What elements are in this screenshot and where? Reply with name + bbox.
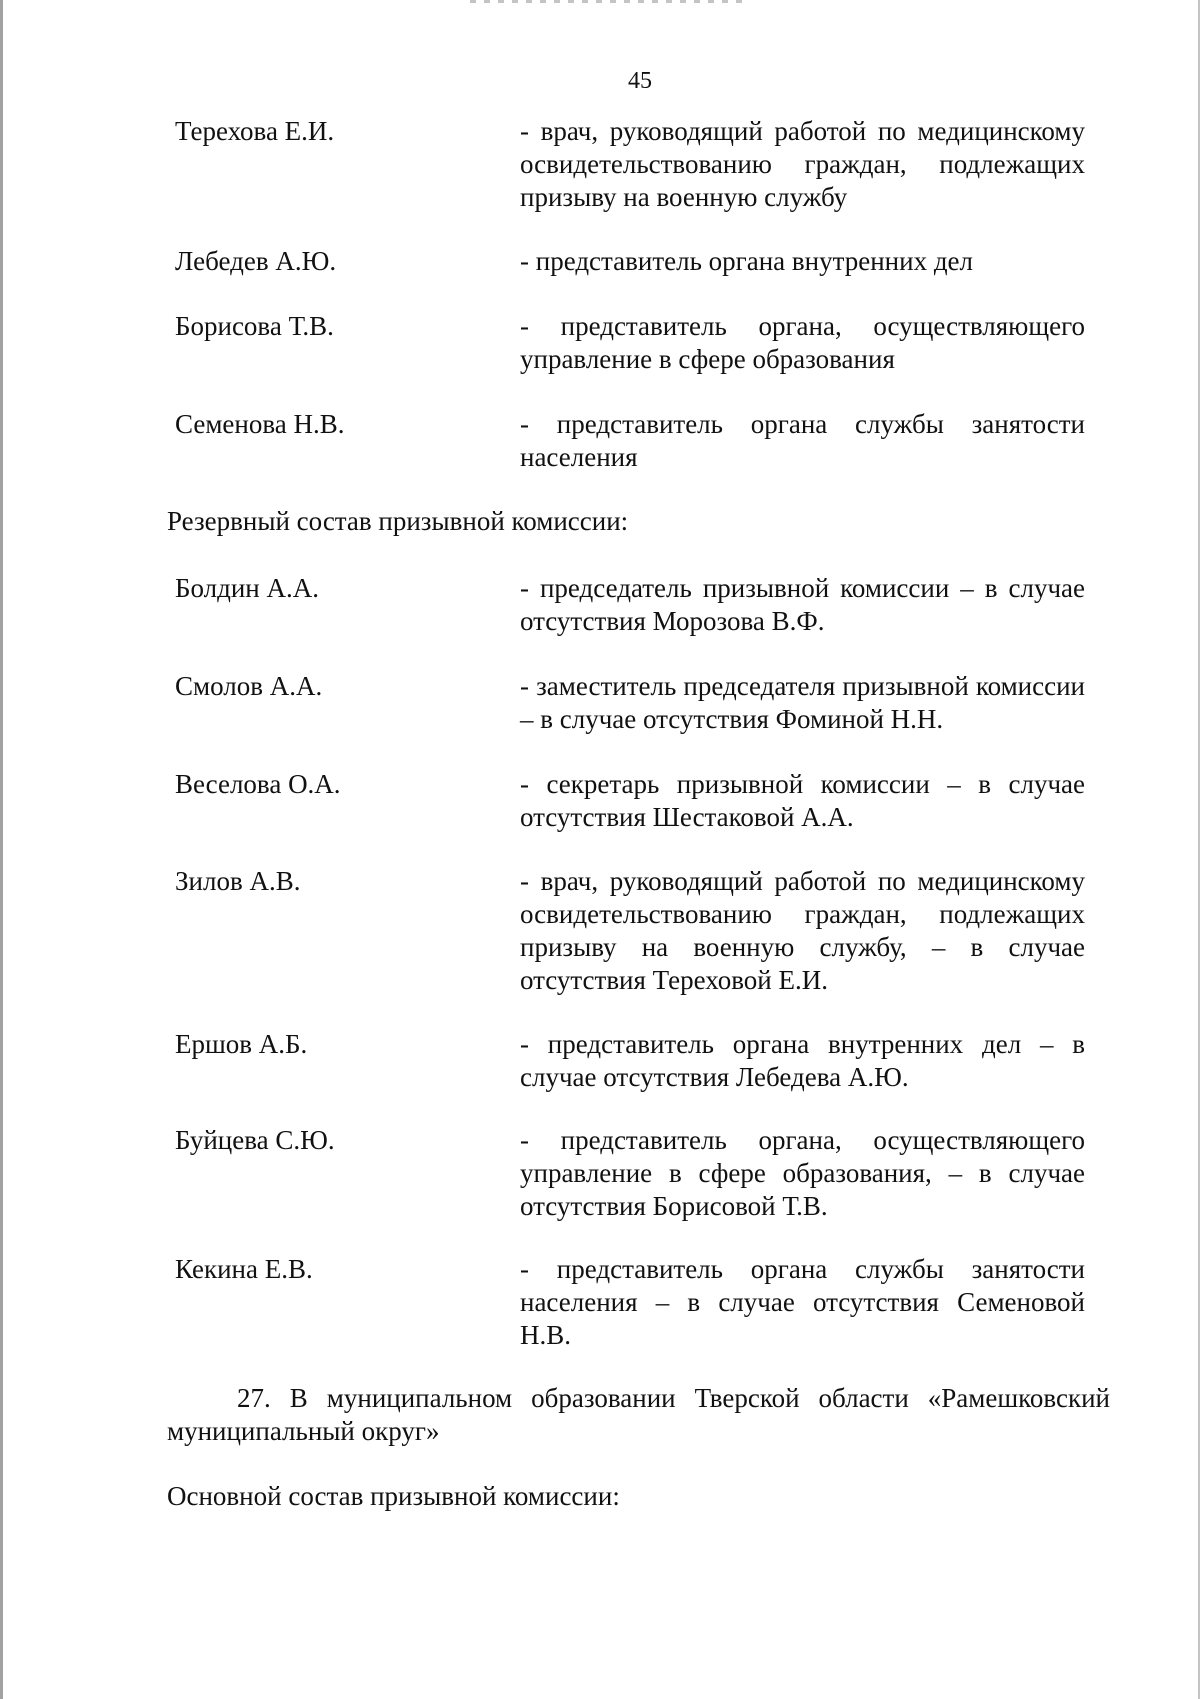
- member-role: - секретарь призывной комиссии – в случае отсутствия Шестаковой А.А.: [520, 769, 1085, 832]
- member-name: Смолов А.А.: [175, 671, 323, 701]
- member-role: - представитель органа внутренних дел – в случае отсутствия Лебедева А.Ю.: [520, 1029, 1085, 1092]
- scan-edge-left: [0, 0, 3, 1699]
- member-role: - врач, руководящий работой по медицинскому освидетельствованию граждан, подлежащих призыву на военную службу, – в случае отсутствия Тереховой Е.И.: [520, 866, 1085, 995]
- member-name: Кекина Е.В.: [175, 1254, 313, 1284]
- page-number: 45: [628, 68, 652, 94]
- member-name: Болдин А.А.: [175, 573, 320, 603]
- member-role: - представитель органа, осуществляющего управление в сфере образования, – в случае отсутствия Борисовой Т.В.: [520, 1125, 1085, 1221]
- member-name: Семенова Н.В.: [175, 409, 345, 439]
- clause-27-paragraph: 27. В муниципальном образовании Тверской области «Рамешковский муниципальный округ»: [167, 1383, 1110, 1446]
- member-role: - председатель призывной комиссии – в случае отсутствия Морозова В.Ф.: [520, 573, 1085, 636]
- main-composition-heading: Основной состав призывной комиссии:: [167, 1481, 620, 1511]
- member-name: Борисова Т.В.: [175, 311, 334, 341]
- member-role: - представитель органа, осуществляющего управление в сфере образования: [520, 311, 1085, 374]
- reserve-composition-heading: Резервный состав призывной комиссии:: [167, 506, 629, 536]
- member-name: Веселова О.А.: [175, 769, 341, 799]
- member-role: - представитель органа службы занятости населения – в случае отсутствия Семеновой Н.В.: [520, 1254, 1085, 1350]
- member-role: - заместитель председателя призывной комиссии – в случае отсутствия Фоминой Н.Н.: [520, 671, 1085, 734]
- member-name: Лебедев А.Ю.: [175, 246, 337, 276]
- member-name: Зилов А.В.: [175, 866, 301, 896]
- scan-artifact-top: [470, 0, 750, 3]
- member-name: Ершов А.Б.: [175, 1029, 308, 1059]
- member-name: Буйцева С.Ю.: [175, 1125, 335, 1155]
- member-role: - представитель органа внутренних дел: [520, 246, 974, 276]
- member-role: - врач, руководящий работой по медицинскому освидетельствованию граждан, подлежащих призыву на военную службу: [520, 116, 1085, 212]
- member-role: - представитель органа службы занятости населения: [520, 409, 1085, 472]
- member-name: Терехова Е.И.: [175, 116, 335, 146]
